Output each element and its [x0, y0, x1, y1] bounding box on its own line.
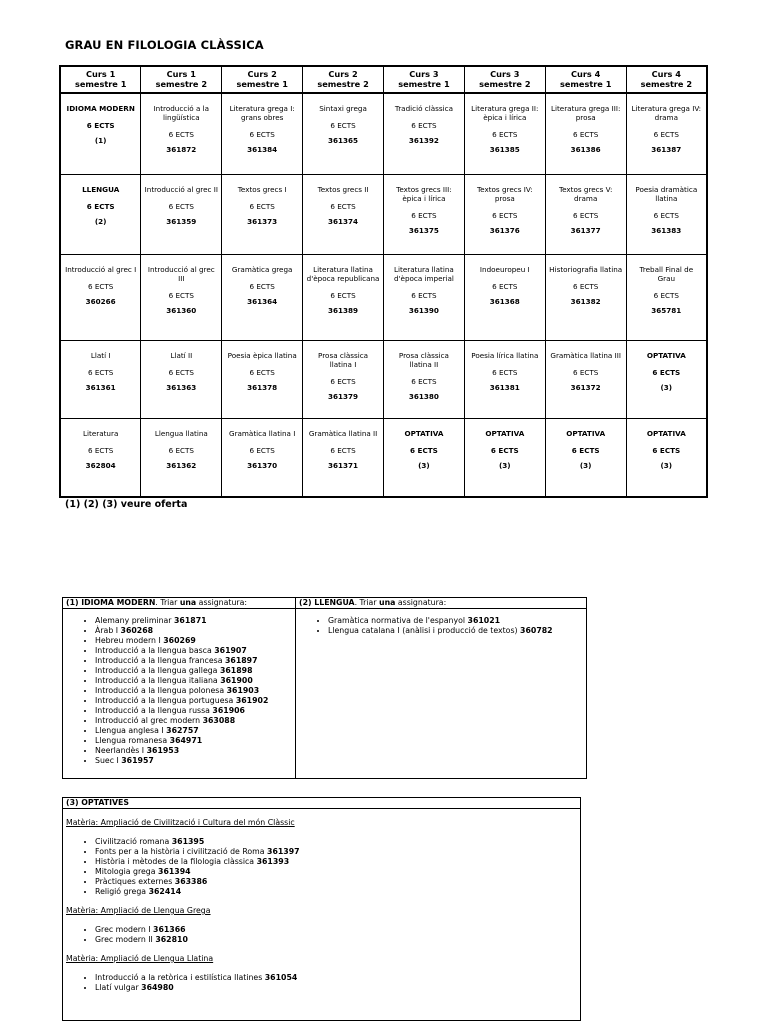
header-curs4-sem2: Curs 4 semestre 2 [626, 66, 707, 93]
header-curs1-sem2: Curs 1 semestre 2 [141, 66, 222, 93]
course-cell [303, 419, 384, 497]
list-item [95, 746, 295, 756]
llengua-list [296, 616, 586, 636]
course-ects: 6 ECTS [168, 446, 194, 455]
course-ects: 6 ECTS [168, 291, 194, 300]
subject-code: 364980 [141, 983, 174, 992]
subject-name: Mitologia grega [95, 867, 156, 876]
course-cell [141, 341, 222, 419]
course-code: (3) [660, 461, 673, 470]
course-ects: 6 ECTS [573, 368, 599, 377]
subject-code: 361395 [171, 837, 205, 846]
course-cell [626, 93, 707, 175]
course-ects: 6 ECTS [330, 377, 356, 386]
course-ects: 6 ECTS [168, 368, 194, 377]
list-item [95, 736, 295, 746]
subject-name: Àrab I [95, 626, 119, 635]
list-item [95, 716, 295, 726]
course-code: 361379 [328, 392, 359, 401]
subject-code: 361903 [226, 686, 260, 695]
course-cell [222, 419, 303, 497]
course-cell [303, 255, 384, 341]
course-cell [384, 341, 465, 419]
llengua-header: (2) LLENGUA. Triar una assignatura: [296, 598, 586, 609]
course-name: Prosa clàssica llatina II [398, 351, 449, 369]
course-cell [60, 419, 141, 497]
list-item [95, 857, 580, 867]
course-name: Gramàtica llatina III [550, 351, 621, 360]
subject-code: 361898 [219, 666, 253, 675]
list-item [95, 756, 295, 766]
course-name: Prosa clàssica llatina I [318, 351, 369, 369]
subject-name: Religió grega [95, 887, 147, 896]
subject-name: Grec modern II [95, 935, 153, 944]
list-item [95, 626, 295, 636]
course-name: Textos grecs V: drama [558, 185, 613, 203]
course-ects: 6 ECTS [652, 446, 681, 455]
subject-name: Grec modern I [95, 925, 151, 934]
subject-code: 361871 [174, 616, 207, 625]
materia-label: Matèria: Ampliació de Llengua Grega [66, 906, 211, 915]
course-code: 361362 [166, 461, 197, 470]
course-cell [384, 419, 465, 497]
list-item [95, 935, 580, 945]
course-name: OPTATIVA [566, 429, 606, 438]
subject-name: Civilització romana [95, 837, 170, 846]
course-cell [464, 341, 545, 419]
course-name: Poesia èpica llatina [227, 351, 297, 360]
course-name: Llengua llatina [154, 429, 208, 438]
course-name: Textos grecs III: èpica i lírica [396, 185, 452, 203]
course-name: Introducció al grec II [144, 185, 218, 194]
subject-code: 361906 [212, 706, 245, 715]
course-ects: 6 ECTS [88, 282, 114, 291]
course-cell [60, 175, 141, 255]
course-name: Gramàtica grega [231, 265, 293, 274]
course-cell [303, 341, 384, 419]
idioma-modern-list [63, 616, 295, 766]
course-ects: 6 ECTS [492, 282, 518, 291]
course-ects: 6 ECTS [492, 211, 518, 220]
llengua-panel [296, 598, 586, 778]
course-ects: 6 ECTS [411, 377, 437, 386]
subject-code: 361054 [264, 973, 298, 982]
subject-code: 361907 [214, 646, 247, 655]
materia-label: Matèria: Ampliació de Civilització i Cultura del món Clàssic [66, 818, 295, 827]
course-ects: 6 ECTS [410, 446, 438, 455]
course-code: (3) [660, 383, 673, 392]
subject-code: 360782 [520, 626, 553, 635]
subject-name: Neerlandès I [95, 746, 145, 755]
course-name: Tradició clàssica [394, 103, 453, 113]
course-cell [222, 341, 303, 419]
course-code: 362804 [85, 461, 116, 470]
course-ects: 6 ECTS [330, 202, 356, 211]
course-code: 361387 [651, 144, 682, 154]
optatives-list [63, 837, 580, 897]
course-cell [626, 341, 707, 419]
subject-code: 361021 [467, 616, 501, 625]
subject-name: Llengua romanesa [95, 736, 168, 745]
subject-name: Història i mètodes de la filologia clàssica [95, 857, 255, 866]
course-name: Literatura [83, 429, 119, 438]
subject-code: 361957 [121, 756, 154, 765]
course-name: Literatura grega IV: drama [631, 103, 702, 122]
course-code: 361389 [328, 306, 359, 315]
course-name: Gramàtica llatina II [308, 429, 378, 438]
course-name: OPTATIVA [485, 429, 525, 438]
course-name: Literatura grega II: èpica i lírica [471, 103, 539, 122]
subject-name: Gramàtica normativa de l'espanyol [328, 616, 466, 625]
subject-code: 361393 [256, 857, 290, 866]
course-ects: 6 ECTS [168, 202, 194, 211]
course-code: 361390 [408, 306, 439, 315]
footnote-veure-oferta: (1) (2) (3) veure oferta [65, 499, 188, 510]
course-code: 361872 [166, 144, 197, 154]
materia-label: Matèria: Ampliació de Llengua Llatina [66, 954, 214, 963]
course-ects: 6 ECTS [573, 282, 599, 291]
subject-name: Introducció a la llengua russa [95, 706, 210, 715]
course-code: 360266 [85, 297, 116, 306]
document-title: GRAU EN FILOLOGIA CLÀSSICA [65, 38, 264, 52]
subject-name: Suec I [95, 756, 119, 765]
course-code: (3) [418, 461, 430, 470]
list-item [95, 706, 295, 716]
subject-code: 363386 [174, 877, 208, 886]
course-name: Historiografia llatina [549, 265, 623, 274]
course-ects: 6 ECTS [571, 446, 600, 455]
course-code: 361374 [328, 217, 359, 226]
course-row [60, 341, 707, 419]
course-cell [384, 175, 465, 255]
course-name: Literatura llatina d'època republicana [306, 265, 380, 283]
course-name: Treball Final de Grau [639, 265, 694, 283]
list-item [328, 626, 586, 636]
course-cell [141, 255, 222, 341]
course-cell [303, 175, 384, 255]
course-name: Introducció al grec I [65, 265, 137, 274]
course-ects: 6 ECTS [330, 291, 356, 300]
subject-code: 362810 [155, 935, 188, 944]
course-code: 361385 [489, 144, 520, 154]
list-item [95, 686, 295, 696]
idioma-modern-header: (1) IDIOMA MODERN. Triar una assignatura: [63, 598, 295, 609]
course-ects: 6 ECTS [249, 368, 275, 377]
course-name: Llatí II [170, 351, 193, 360]
course-ects: 6 ECTS [411, 120, 437, 130]
course-ects: 6 ECTS [653, 129, 679, 139]
course-name: Literatura llatina d'època imperial [393, 265, 454, 283]
subject-code: 362757 [166, 726, 199, 735]
header-curs3-sem1: Curs 3 semestre 1 [384, 66, 465, 93]
course-code: 361370 [247, 461, 278, 470]
list-item [95, 847, 580, 857]
subject-code: 362414 [148, 887, 182, 896]
subject-code: 361897 [224, 656, 258, 665]
list-item [95, 877, 580, 887]
subject-name: Llengua anglesa I [95, 726, 164, 735]
course-code: 361376 [489, 226, 520, 235]
course-cell [141, 93, 222, 175]
list-item [95, 676, 295, 686]
course-ects: 6 ECTS [411, 291, 437, 300]
course-name: LLENGUA [82, 185, 120, 194]
course-name: IDIOMA MODERN [66, 103, 135, 113]
list-item [95, 726, 295, 736]
list-item [95, 636, 295, 646]
course-ects: 6 ECTS [573, 211, 599, 220]
course-ects: 6 ECTS [653, 291, 679, 300]
course-cell [545, 255, 626, 341]
curriculum-table [59, 65, 708, 498]
course-name: OPTATIVA [646, 429, 686, 438]
list-item [95, 973, 580, 983]
course-code: 361368 [489, 297, 520, 306]
course-name: Textos grecs IV: prosa [477, 185, 533, 203]
subject-name: Hebreu modern I [95, 636, 161, 645]
list-item [95, 837, 580, 847]
course-ects: 6 ECTS [86, 202, 115, 211]
course-code: 361360 [166, 306, 197, 315]
list-item [95, 925, 580, 935]
subject-name: Llengua catalana I (anàlisi i producció de textos) [328, 626, 518, 635]
elective-choice-box [62, 597, 587, 779]
course-ects: 6 ECTS [652, 368, 681, 377]
subject-code: 360269 [163, 636, 196, 645]
course-cell [464, 255, 545, 341]
course-cell [60, 341, 141, 419]
list-item [95, 887, 580, 897]
list-item [95, 656, 295, 666]
course-code: 361373 [247, 217, 278, 226]
course-code: 361383 [651, 226, 682, 235]
course-cell [141, 419, 222, 497]
course-name: Poesia lírica llatina [471, 351, 539, 360]
course-cell [545, 93, 626, 175]
course-cell [626, 255, 707, 341]
course-cell [464, 419, 545, 497]
course-code: 361375 [408, 226, 439, 235]
course-ects: 6 ECTS [492, 129, 518, 139]
header-curs3-sem2: Curs 3 semestre 2 [464, 66, 545, 93]
course-ects: 6 ECTS [249, 282, 275, 291]
list-item [95, 867, 580, 877]
course-name: OPTATIVA [646, 351, 686, 360]
course-ects: 6 ECTS [249, 129, 275, 139]
subject-code: 361953 [146, 746, 180, 755]
subject-code: 361902 [235, 696, 269, 705]
course-cell [384, 93, 465, 175]
course-cell [464, 93, 545, 175]
course-code: 361378 [247, 383, 278, 392]
course-ects: 6 ECTS [573, 129, 599, 139]
course-cell [60, 255, 141, 341]
course-code: 361386 [570, 144, 601, 154]
course-cell [545, 419, 626, 497]
optatives-list [63, 925, 580, 945]
subject-name: Introducció a la llengua gallega [95, 666, 218, 675]
subject-name: Introducció a la llengua polonesa [95, 686, 225, 695]
course-name: Textos grecs I [237, 185, 287, 194]
course-code: 361364 [247, 297, 278, 306]
course-name: Textos grecs II [317, 185, 369, 194]
subject-name: Alemany preliminar [95, 616, 172, 625]
course-name: Introducció al grec III [147, 265, 215, 283]
course-name: Llatí I [90, 351, 111, 360]
course-row [60, 255, 707, 341]
list-item [95, 983, 580, 993]
course-ects: 6 ECTS [88, 368, 114, 377]
course-code: 361371 [328, 461, 359, 470]
course-cell [545, 175, 626, 255]
subject-name: Pràctiques externes [95, 877, 173, 886]
course-ects: 6 ECTS [411, 211, 437, 220]
course-code: 361363 [166, 383, 197, 392]
course-code: (1) [94, 135, 107, 145]
header-curs2-sem1: Curs 2 semestre 1 [222, 66, 303, 93]
course-cell [60, 93, 141, 175]
course-code: 361359 [166, 217, 197, 226]
course-code: 361384 [247, 144, 278, 154]
course-code: 361392 [408, 135, 439, 145]
optatives-groups [63, 818, 580, 993]
list-item [95, 696, 295, 706]
course-cell [626, 175, 707, 255]
course-name: Literatura grega III: prosa [550, 103, 621, 122]
subject-code: 364971 [169, 736, 203, 745]
course-ects: 6 ECTS [249, 446, 275, 455]
list-item [95, 616, 295, 626]
course-cell [384, 255, 465, 341]
course-ects: 6 ECTS [653, 211, 679, 220]
course-cell [626, 419, 707, 497]
optatives-box [62, 797, 581, 1021]
subject-name: Llatí vulgar [95, 983, 139, 992]
list-item [95, 646, 295, 656]
course-ects: 6 ECTS [86, 120, 115, 130]
course-cell [222, 93, 303, 175]
course-name: Introducció a la lingüística [153, 103, 210, 122]
subject-code: 360268 [120, 626, 154, 635]
course-ects: 6 ECTS [490, 446, 519, 455]
subject-code: 363088 [202, 716, 236, 725]
course-cell [545, 341, 626, 419]
subject-code: 361900 [220, 676, 253, 685]
course-cell [141, 175, 222, 255]
subject-name: Introducció a la llengua francesa [95, 656, 223, 665]
course-name: Literatura grega I: grans obres [229, 103, 295, 122]
header-curs2-sem2: Curs 2 semestre 2 [303, 66, 384, 93]
course-cell [303, 93, 384, 175]
course-name: Sintaxi grega [319, 103, 367, 113]
course-cell [464, 175, 545, 255]
course-name: Gramàtica llatina I [229, 429, 296, 438]
course-code: (2) [94, 217, 107, 226]
header-curs1-sem1: Curs 1 semestre 1 [60, 66, 141, 93]
course-ects: 6 ECTS [330, 120, 356, 130]
course-ects: 6 ECTS [330, 446, 356, 455]
course-row [60, 419, 707, 497]
course-ects: 6 ECTS [168, 129, 194, 139]
course-ects: 6 ECTS [88, 446, 114, 455]
subject-name: Introducció a la retòrica i estilística llatines [95, 973, 263, 982]
course-code: 361361 [85, 383, 116, 392]
course-cell [222, 175, 303, 255]
optatives-list [63, 973, 580, 993]
course-ects: 6 ECTS [249, 202, 275, 211]
header-curs4-sem1: Curs 4 semestre 1 [545, 66, 626, 93]
course-cell [222, 255, 303, 341]
course-code: 361380 [408, 392, 439, 401]
subject-name: Introducció a la llengua italiana [95, 676, 218, 685]
course-ects: 6 ECTS [492, 368, 518, 377]
course-code: 361372 [570, 383, 601, 392]
course-name: Poesia dramàtica llatina [635, 185, 698, 203]
optatives-header: (3) OPTATIVES [63, 798, 580, 809]
subject-name: Introducció a la llengua basca [95, 646, 212, 655]
idioma-modern-panel [63, 598, 296, 778]
subject-code: 361366 [153, 925, 186, 934]
course-code: 361382 [570, 297, 601, 306]
subject-name: Fonts per a la història i civilització de Roma [95, 847, 265, 856]
course-code: 361377 [570, 226, 601, 235]
course-code: (3) [579, 461, 592, 470]
list-item [95, 666, 295, 676]
course-code: 361365 [328, 135, 359, 145]
course-code: 365781 [651, 306, 682, 315]
subject-code: 361394 [158, 867, 191, 876]
subject-name: Introducció al grec modern [95, 716, 201, 725]
course-name: OPTATIVA [404, 429, 444, 438]
subject-name: Introducció a la llengua portuguesa [95, 696, 234, 705]
course-code: (3) [499, 461, 511, 470]
course-code: 361381 [489, 383, 520, 392]
table-header-row [60, 66, 707, 93]
course-row [60, 175, 707, 255]
course-row [60, 93, 707, 175]
course-name: Indoeuropeu I [479, 265, 530, 274]
list-item [328, 616, 586, 626]
subject-code: 361397 [267, 847, 300, 856]
